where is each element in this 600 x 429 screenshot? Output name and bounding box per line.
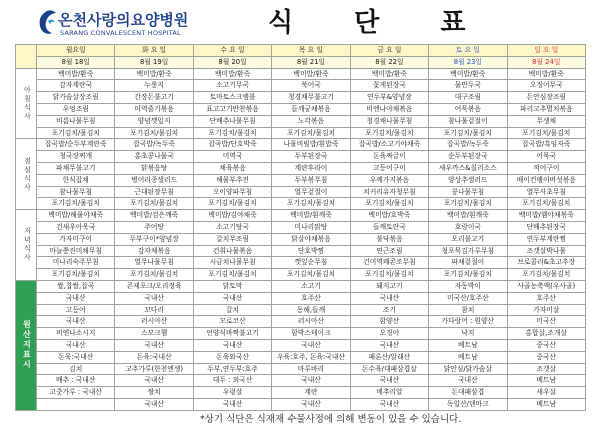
origin-item: 마루바리 xyxy=(272,363,350,375)
menu-item: 시금치나물무침 xyxy=(193,257,271,269)
menu-item: 잡곡밥/녹두죽 xyxy=(115,139,193,151)
menu-item: 청포묵김가루무침 xyxy=(429,245,507,257)
origin-item: 쌀,찹쌀,잡곡 xyxy=(37,280,115,292)
origin-item: 국내산 xyxy=(37,339,115,351)
origin-item: 국내산 xyxy=(272,375,350,387)
menu-item: 누룽지 xyxy=(115,80,193,92)
menu-item: 포기김치/물김치 xyxy=(429,198,507,210)
origin-item: 가다랑어 : 원양산 xyxy=(429,316,507,328)
origin-item: 미국산/호주산 xyxy=(429,292,507,304)
menu-item: 토마토스크램블 xyxy=(193,92,271,104)
day-date: 8월 24일 xyxy=(507,56,585,68)
origin-item: 계란 xyxy=(272,387,350,399)
menu-item: 백미밥/호박죽 xyxy=(350,210,428,222)
menu-item: 포기김치/물김치 xyxy=(429,127,507,139)
day-name: 수 요 일 xyxy=(193,45,271,57)
menu-item: 포기김치/물김치 xyxy=(115,198,193,210)
menu-item: 미나리숙주무침 xyxy=(37,257,115,269)
menu-item: 오리불고기 xyxy=(429,233,507,245)
origin-item: 두부,연두부:호주 xyxy=(193,363,271,375)
origin-item: 고등어 xyxy=(37,304,115,316)
menu-item: 해물부추전 xyxy=(193,174,271,186)
menu-item: 조갯살박나물 xyxy=(507,245,585,257)
origin-item: 국내산 xyxy=(272,339,350,351)
menu-item: 오징어무국 xyxy=(507,80,585,92)
menu-item: 근대된장무침 xyxy=(115,186,193,198)
origin-item: 국내산 xyxy=(37,292,115,304)
menu-item: 닭볶음탕 xyxy=(115,162,193,174)
menu-item: 베이컨팽이버섯볶음 xyxy=(507,174,585,186)
menu-item: 파채무불고기 xyxy=(37,162,115,174)
menu-item: 포기김치/물김치 xyxy=(272,269,350,281)
menu-item: 채육볶음 xyxy=(193,162,271,174)
menu-item: 미나리맑탕 xyxy=(272,221,350,233)
origin-item: 고추가루(한천엔생) xyxy=(115,363,193,375)
origin-item: 김치 xyxy=(37,363,115,375)
menu-item: 들깨궁채볶음 xyxy=(272,103,350,115)
menu-item: 포기김치/물김치 xyxy=(507,127,585,139)
menu-item: 포기김치/물김치 xyxy=(193,127,271,139)
origin-item: 국내산 xyxy=(37,316,115,328)
origin-item: 국내산 xyxy=(272,398,350,410)
page-title: 식 단 표 xyxy=(268,8,492,38)
footer-note: *상기 식단은 식재재 수물사정에 의해 변동이 있을 수 있습니다. xyxy=(200,414,462,425)
menu-item: 비름나물무침 xyxy=(37,115,115,127)
breakfast-label: 아침식사 xyxy=(16,68,37,139)
menu-item: 건새우아욱국 xyxy=(37,221,115,233)
menu-item: 계란후라이 xyxy=(272,162,350,174)
menu-item: 백미밥/환죽 xyxy=(272,68,350,80)
menu-item: 오이양파무침 xyxy=(193,186,271,198)
menu-item: 열무나물무침 xyxy=(115,257,193,269)
menu-item: 미역줄기볶음 xyxy=(115,103,193,115)
menu-item: 어묵국 xyxy=(507,151,585,163)
origin-item: 조갯살 xyxy=(507,363,585,375)
menu-item: 백미밥/환죽 xyxy=(115,68,193,80)
origin-item: 국내산 xyxy=(350,398,428,410)
origin-item: 베트남 xyxy=(429,351,507,363)
menu-item: 표고고기반찬볶음 xyxy=(193,103,271,115)
origin-item: 국내산 xyxy=(193,339,271,351)
origin-item: 독일산/덴마크 xyxy=(429,398,507,410)
menu-item: 백미밥/검은깨죽 xyxy=(115,210,193,222)
menu-item: 청국장찌개 xyxy=(37,151,115,163)
origin-item: 베트남 xyxy=(507,398,585,410)
origin-item: 패론산/알래산 xyxy=(350,351,428,363)
origin-item: 고춧가루 : 국내산 xyxy=(37,387,115,399)
menu-item: 포기김치/물김치 xyxy=(507,269,585,281)
menu-item: 포기김치/물김치 xyxy=(37,198,115,210)
origin-item: 참치 xyxy=(429,304,507,316)
menu-item: 소고기탕국 xyxy=(193,221,271,233)
menu-item: 꽃게된장국 xyxy=(350,80,428,92)
origin-item: 돈육와국산 xyxy=(193,351,271,363)
menu-item: 백미밥/환죽 xyxy=(350,68,428,80)
day-date: 8월 22일 xyxy=(350,56,428,68)
menu-item: 병어리종샐러드 xyxy=(115,174,193,186)
menu-item: 건미역쾌콘조무침 xyxy=(350,257,428,269)
menu-item: 홍초콩나물국 xyxy=(115,151,193,163)
menu-item: 잡곡밥/흑임자죽 xyxy=(507,139,585,151)
menu-item: 감자계란국 xyxy=(37,80,115,92)
menu-item: 나물비빔밥/흰밥죽 xyxy=(272,139,350,151)
hospital-name-en: SARANG CONVALESCENT HOSPITAL xyxy=(60,29,181,37)
origin-item: 배추 : 국내산 xyxy=(37,375,115,387)
origin-item: 돼지고기 xyxy=(350,280,428,292)
menu-item: 고등어구이 xyxy=(350,162,428,174)
origin-item xyxy=(37,398,115,410)
origin-item: 가자미살 xyxy=(507,304,585,316)
origin-item: 국내산 xyxy=(350,339,428,351)
menu-item: 물만두국 xyxy=(429,80,507,92)
origin-item: 낙지 xyxy=(429,328,507,340)
menu-item: 포기김치/물김치 xyxy=(350,127,428,139)
menu-item: 무생채 xyxy=(507,115,585,127)
origin-item: 함박스테이크 xyxy=(272,328,350,340)
menu-item: 단배추나물무침 xyxy=(193,115,271,127)
origin-item: 쌍치 xyxy=(115,387,193,399)
menu-item: 백미밥/김야채죽 xyxy=(193,210,271,222)
menu-item: 적어구이 xyxy=(507,162,585,174)
day-name: 화 요 일 xyxy=(115,45,193,57)
menu-item: 우께가지볶음 xyxy=(350,174,428,186)
origin-item: 국내산 xyxy=(115,292,193,304)
menu-item: 포기김치/물김치 xyxy=(115,127,193,139)
menu-item: 가자미구이 xyxy=(37,233,115,245)
menu-item: 호랑이국 xyxy=(429,221,507,233)
origin-item: 돈육:국내산 xyxy=(115,351,193,363)
menu-item: 한식잡채 xyxy=(37,174,115,186)
day-name: 금 요 일 xyxy=(350,45,428,57)
menu-item: 불닥볶음 xyxy=(350,233,428,245)
menu-item: 미역국 xyxy=(193,151,271,163)
origin-item: 언양식바짝불고기 xyxy=(193,328,271,340)
menu-item: 백미밥/햄야채볶죽 xyxy=(507,210,585,222)
menu-item: 백미밥/흰깨죽 xyxy=(272,210,350,222)
origin-item: 국내산 xyxy=(115,398,193,410)
origin-item: 새우살 xyxy=(507,387,585,399)
origin-item: 베트남 xyxy=(507,375,585,387)
menu-item: 참나물무침 xyxy=(37,186,115,198)
header xyxy=(0,0,600,44)
day-date: 8월 19일 xyxy=(115,56,193,68)
menu-item: 노각볶음 xyxy=(272,115,350,127)
origin-item: 갈치 xyxy=(193,304,271,316)
day-name: 월요일 xyxy=(37,45,115,57)
origin-item: 돈육:국내산 xyxy=(37,351,115,363)
origin-item: 국내산 xyxy=(115,375,193,387)
menu-item: 백미밥/해물야채죽 xyxy=(37,210,115,222)
origin-item: 러시아산 xyxy=(115,316,193,328)
menu-item: 포기김치/물김치 xyxy=(193,269,271,281)
origin-item: 국내산 xyxy=(193,292,271,304)
menu-item: 두부구이*양념장 xyxy=(115,233,193,245)
menu-item: 잡곡밥/단호박죽 xyxy=(193,139,271,151)
origin-item: 국내산 xyxy=(350,375,428,387)
menu-item: 잡곡밥/소고기야채죽 xyxy=(350,139,428,151)
day-date: 8월 18일 xyxy=(37,56,115,68)
menu-item: 양념깻잎지 xyxy=(115,115,193,127)
origin-item: 자동박이 xyxy=(429,280,507,292)
day-date: 8월 23일 xyxy=(429,56,507,68)
origin-item: 중국산 xyxy=(507,339,585,351)
menu-item: 브로콜리&초고추장 xyxy=(507,257,585,269)
origin-item: 우육:호주, 돈육:국내산 xyxy=(272,351,350,363)
day-name: 목 요 일 xyxy=(272,45,350,57)
menu-item: 건취나물볶음 xyxy=(193,245,271,257)
menu-item: 열무겉절이 xyxy=(272,186,350,198)
origin-item: 스모크햄 xyxy=(115,328,193,340)
table-corner xyxy=(16,45,37,69)
menu-item: 포기김치/물김치 xyxy=(37,269,115,281)
menu-item: 백미밥/환죽 xyxy=(193,68,271,80)
menu-item: 간장돈불고기 xyxy=(115,92,193,104)
menu-item: 참나물겉절이 xyxy=(429,115,507,127)
menu-item: 깻잎순무침 xyxy=(272,257,350,269)
origin-item: 국내산 xyxy=(193,398,271,410)
origin-item: 꼬다리 xyxy=(115,304,193,316)
menu-item: 새우까스&칠리소스 xyxy=(429,162,507,174)
menu-item: 포기김치/물김치 xyxy=(272,198,350,210)
menu-table xyxy=(15,44,586,411)
menu-item: 돈육짜글이 xyxy=(350,151,428,163)
menu-item: 포기김치/물김치 xyxy=(507,198,585,210)
menu-item: 들깨토란국 xyxy=(350,221,428,233)
menu-item: 파채겉절이 xyxy=(429,257,507,269)
menu-item: 단배추된장국 xyxy=(507,221,585,233)
origin-item: 소고기 xyxy=(272,280,350,292)
origin-item: 콘제포크/오리정육 xyxy=(115,280,193,292)
menu-item: 연근조림 xyxy=(350,245,428,257)
menu-item: 주어탕 xyxy=(115,221,193,233)
day-name: 일 요 일 xyxy=(507,45,585,57)
menu-item: 치커리유자청무침 xyxy=(350,186,428,198)
menu-item: 연두부계란찜 xyxy=(507,233,585,245)
menu-item: 백미밥/환죽 xyxy=(37,68,115,80)
menu-item: 감자채볶음 xyxy=(115,245,193,257)
day-date: 8월 21일 xyxy=(272,56,350,68)
origin-item: 닭안심/닭가슴살 xyxy=(429,363,507,375)
menu-item: 포기김치/물김치 xyxy=(429,269,507,281)
origin-item: 조기 xyxy=(350,304,428,316)
menu-item: 백미밥/환죽 xyxy=(507,68,585,80)
origin-item: 사골농축액(우사골) xyxy=(507,280,585,292)
origin-item: 메추리알 xyxy=(350,387,428,399)
menu-item: 북어국 xyxy=(272,80,350,92)
origin-item: 돈대패삼겹 xyxy=(429,387,507,399)
menu-item: 백미밥/환죽 xyxy=(429,68,507,80)
origin-item: 미국산 xyxy=(507,316,585,328)
origin-item: 비엔나소시지 xyxy=(37,328,115,340)
origin-item: 국내산 xyxy=(350,292,428,304)
menu-item: 우엉조림 xyxy=(37,103,115,115)
menu-item: 단호박찜 xyxy=(272,245,350,257)
menu-item: 대구조림 xyxy=(429,92,507,104)
day-name: 토 요 일 xyxy=(429,45,507,57)
menu-item: 순두부된장국 xyxy=(429,151,507,163)
menu-item: 연두부&양념장 xyxy=(350,92,428,104)
menu-item: 비엔나야채볶음 xyxy=(350,103,428,115)
menu-item: 포기김치/물김치 xyxy=(37,127,115,139)
menu-item: 돈안심장조림 xyxy=(507,92,585,104)
menu-item: 파리고추멸치볶음 xyxy=(507,103,585,115)
origin-item: 우렁살 xyxy=(193,387,271,399)
menu-item: 열무사초무침 xyxy=(507,186,585,198)
menu-item: 잡곡밥/순두부계란죽 xyxy=(37,139,115,151)
menu-item: 포기김치/물김치 xyxy=(350,269,428,281)
menu-item: 마늘쫑진미채무침 xyxy=(37,245,115,257)
origin-item: 닭토막 xyxy=(193,280,271,292)
menu-item: 백미밥/흰깨죽 xyxy=(429,210,507,222)
origin-item: 호주산 xyxy=(272,292,350,304)
menu-item: 어묵볶음 xyxy=(429,103,507,115)
origin-item: 국내산 xyxy=(429,375,507,387)
menu-item: 포기김치/물김치 xyxy=(272,127,350,139)
origin-label: 원산지표시 xyxy=(16,280,37,410)
origin-item: 오징어 xyxy=(350,328,428,340)
origin-item: 중국산 xyxy=(507,351,585,363)
menu-item: 양상추샐러드 xyxy=(429,174,507,186)
dinner-label: 저녁식사 xyxy=(16,210,37,281)
menu-item: 닭가슴살장조림 xyxy=(37,92,115,104)
hospital-logo-icon xyxy=(36,9,58,37)
origin-item: 돈수육/대패삼겹살 xyxy=(350,363,428,375)
hospital-name: 온천사랑의요양병원 xyxy=(58,11,189,29)
menu-item: 두부볶무침 xyxy=(272,174,350,186)
origin-item: 동해,들깨 xyxy=(272,304,350,316)
hospital-logo xyxy=(36,9,236,41)
origin-item: 호주산 xyxy=(507,292,585,304)
menu-item: 닭살야채볶음 xyxy=(272,233,350,245)
origin-item: 함양산 xyxy=(350,316,428,328)
menu-item: 포기김치/물김치 xyxy=(115,269,193,281)
origin-item: 홍합살,조개살 xyxy=(507,328,585,340)
origin-item: 러시아산 xyxy=(272,316,350,328)
menu-item: 콩나물무침 xyxy=(429,186,507,198)
day-date: 8월 20일 xyxy=(193,56,271,68)
origin-item: 모로코산 xyxy=(193,316,271,328)
menu-item: 청경채무불고기 xyxy=(272,92,350,104)
menu-item: 두부된장국 xyxy=(272,151,350,163)
menu-item: 청경채나물무침 xyxy=(350,115,428,127)
origin-item: 베트남 xyxy=(429,339,507,351)
lunch-label: 점심식사 xyxy=(16,139,37,210)
origin-item: 국내산 xyxy=(115,339,193,351)
origin-item: 대두 : 외국산 xyxy=(193,375,271,387)
menu-item: 갈치무조림 xyxy=(193,233,271,245)
menu-item: 포기김치/물김치 xyxy=(193,198,271,210)
menu-item: 소고기무국 xyxy=(193,80,271,92)
menu-item: 잡곡밥/녹두죽 xyxy=(429,139,507,151)
menu-item: 포기김치/물김치 xyxy=(350,198,428,210)
